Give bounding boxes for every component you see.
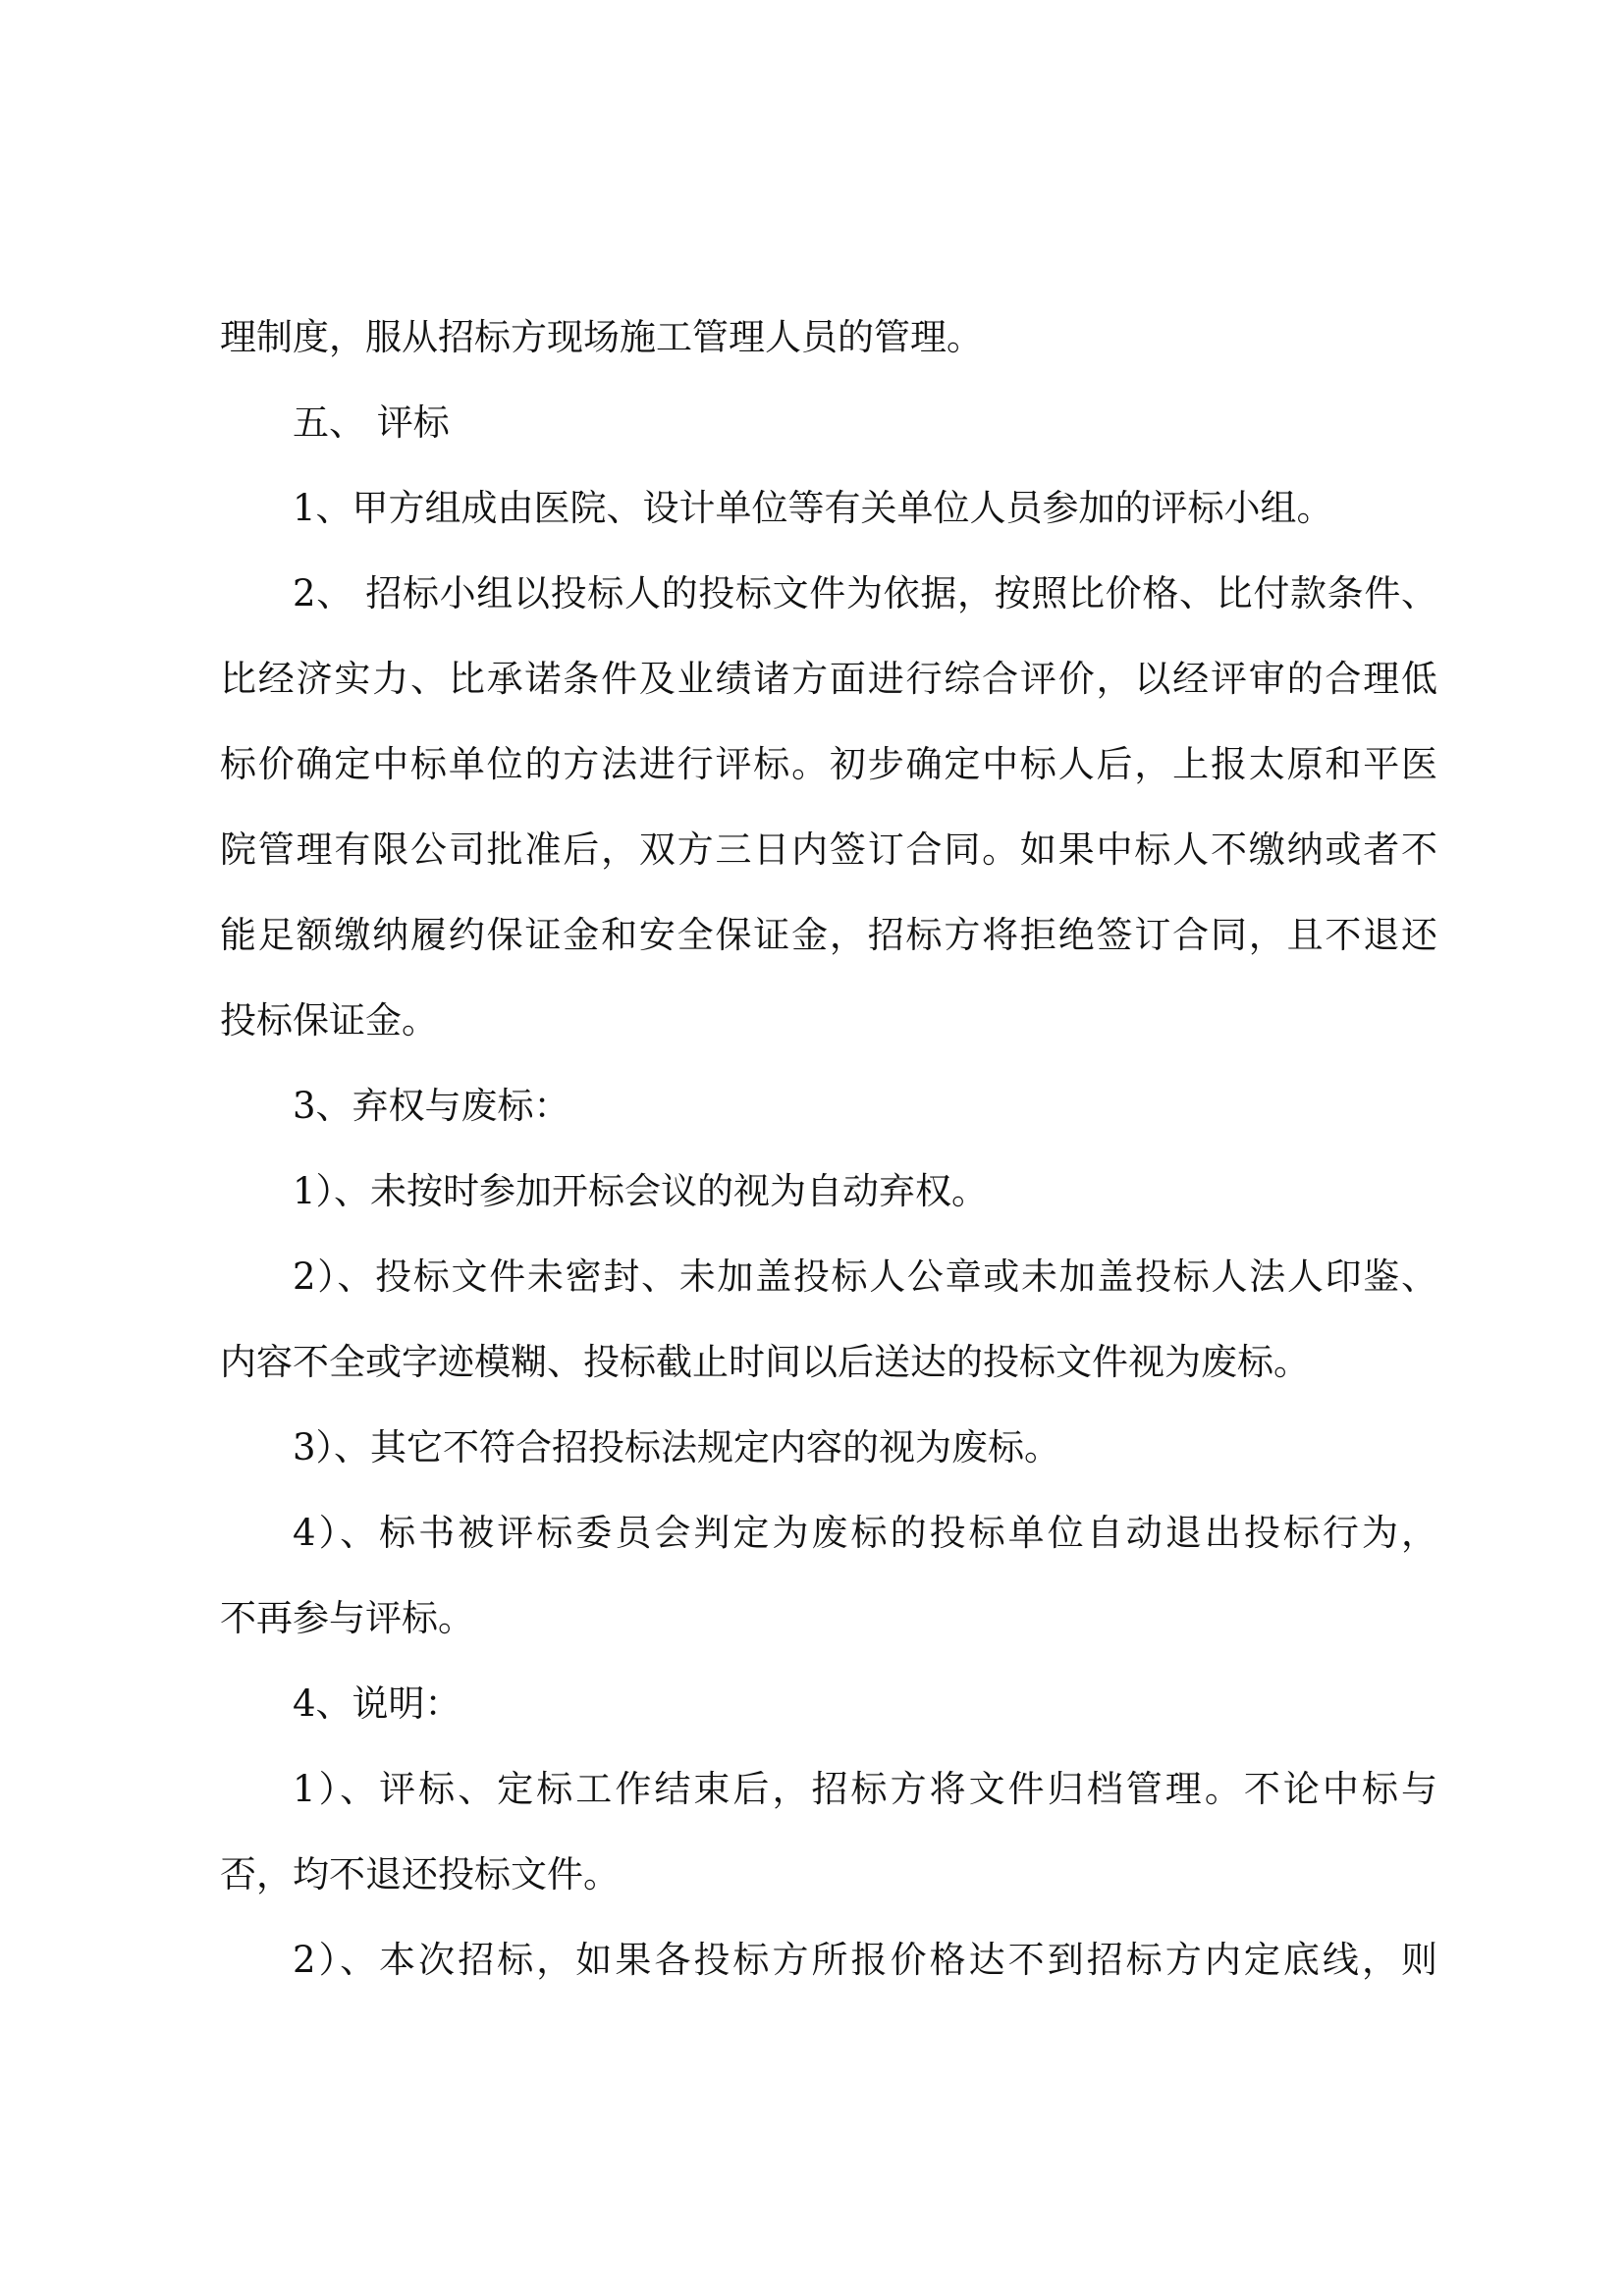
paragraph-line: 2）、本次招标，如果各投标方所报价格达不到招标方内定底线，则: [293, 1939, 1437, 1981]
paragraph-line: 1、甲方组成由医院、设计单位等有关单位人员参加的评标小组。: [293, 487, 1333, 529]
paragraph-line: 内容不全或字迹模糊、投标截止时间以后送达的投标文件视为废标。: [220, 1341, 1310, 1383]
paragraph-line: 不再参与评标。: [220, 1597, 474, 1639]
paragraph-line: 能足额缴纳履约保证金和安全保证金，招标方将拒绝签订合同，且不退还: [220, 914, 1437, 956]
section-heading-evaluation: 五、 评标: [293, 401, 450, 444]
subsection-heading-waiver: 3、弃权与废标：: [293, 1085, 570, 1127]
paragraph-line: 院管理有限公司批准后，双方三日内签订合同。如果中标人不缴纳或者不: [220, 828, 1437, 871]
paragraph-line: 投标保证金。: [220, 999, 438, 1041]
paragraph-line: 标价确定中标单位的方法进行评标。初步确定中标人后，上报太原和平医: [220, 743, 1437, 785]
paragraph-line: 否，均不退还投标文件。: [220, 1853, 620, 1896]
paragraph-line: 3）、其它不符合招投标法规定内容的视为废标。: [293, 1426, 1061, 1468]
paragraph-line: 2）、投标文件未密封、未加盖投标人公章或未加盖投标人法人印鉴、: [293, 1255, 1437, 1298]
paragraph-line: 2、 招标小组以投标人的投标文件为依据，按照比价格、比付款条件、: [293, 572, 1437, 614]
paragraph-line: 比经济实力、比承诺条件及业绩诸方面进行综合评价，以经评审的合理低: [220, 658, 1437, 700]
paragraph-line: 1）、未按时参加开标会议的视为自动弃权。: [293, 1170, 989, 1212]
document-body: [220, 294, 1437, 2002]
subsection-heading-notes: 4、说明：: [293, 1682, 461, 1725]
paragraph-line: 1）、评标、定标工作结束后，招标方将文件归档管理。不论中标与: [293, 1768, 1437, 1810]
paragraph-line: 理制度，服从招标方现场施工管理人员的管理。: [220, 316, 983, 358]
paragraph-line: 4）、标书被评标委员会判定为废标的投标单位自动退出投标行为，: [293, 1512, 1437, 1554]
